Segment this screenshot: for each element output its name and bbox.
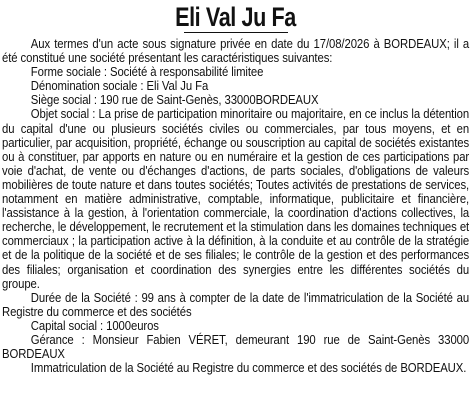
gerance: Gérance : Monsieur Fabien VÉRET, demeurant 190 rue de Saint-Genès 33000 BORDEAUX [2,332,470,362]
notice-title: Eli Val Ju Fa [175,2,296,32]
immatriculation: Immatriculation de la Société au Registre du commerce et des sociétés de BORDEAUX. [30,361,467,376]
capital-social: Capital social : 1000euros [30,318,159,333]
intro-paragraph: Aux termes d'un acte sous signature privée en date du 17/08/2026 à BORDEAUX; il a été constitué une société présentant les caractéristiques suivantes: [2,37,470,66]
objet-social: Objet social : La prise de participation minoritaire ou majoritaire, en ce inclus la détention du capital d'une ou plusieurs sociétés civiles ou commerciales, par tous moyens, et en particulier, par acquisition, propriété, échange ou souscription au capital de sociétés existantes ou à constituer, par apports en nature ou en numéraire et la gestion de ces participations par voie d'achat, de vente ou d'échanges d'actions, de parts sociales, d'obligations de valeurs mobilières de toute nature et dans toutes sociétés; Toutes activités de prestations de services, notamment en matière administrative, comptable, informatique, publicitaire et financière, l'assistance à la gestion, à l'orientation commerciale, la coordination d'actions collectives, la recherche, le développement, le recrutement et la stimulation dans les domaines techniques et commerciaux ; la participation active à la définition, à la conduite et au contrôle de la stratégie et de la politique de la société et de ses filiales; le contrôle de la gestion et des performances des filiales; organisation et coordination des synergies entre les différentes sociétés du groupe. [2,107,470,291]
siege-social: Siège social : 190 rue de Saint-Genès, 33000BORDEAUX [30,93,319,108]
duree-societe: Durée de la Société : 99 ans à compter de la date de l'immatriculation de la Société au Registre du commerce et des sociétés [2,290,470,319]
legal-notice [2,2,469,375]
notice-body [2,37,469,375]
title-divider [184,32,288,33]
denomination-sociale: Dénomination sociale : Eli Val Ju Fa [30,79,209,94]
forme-sociale: Forme sociale : Société à responsabilité limitee [30,65,264,80]
